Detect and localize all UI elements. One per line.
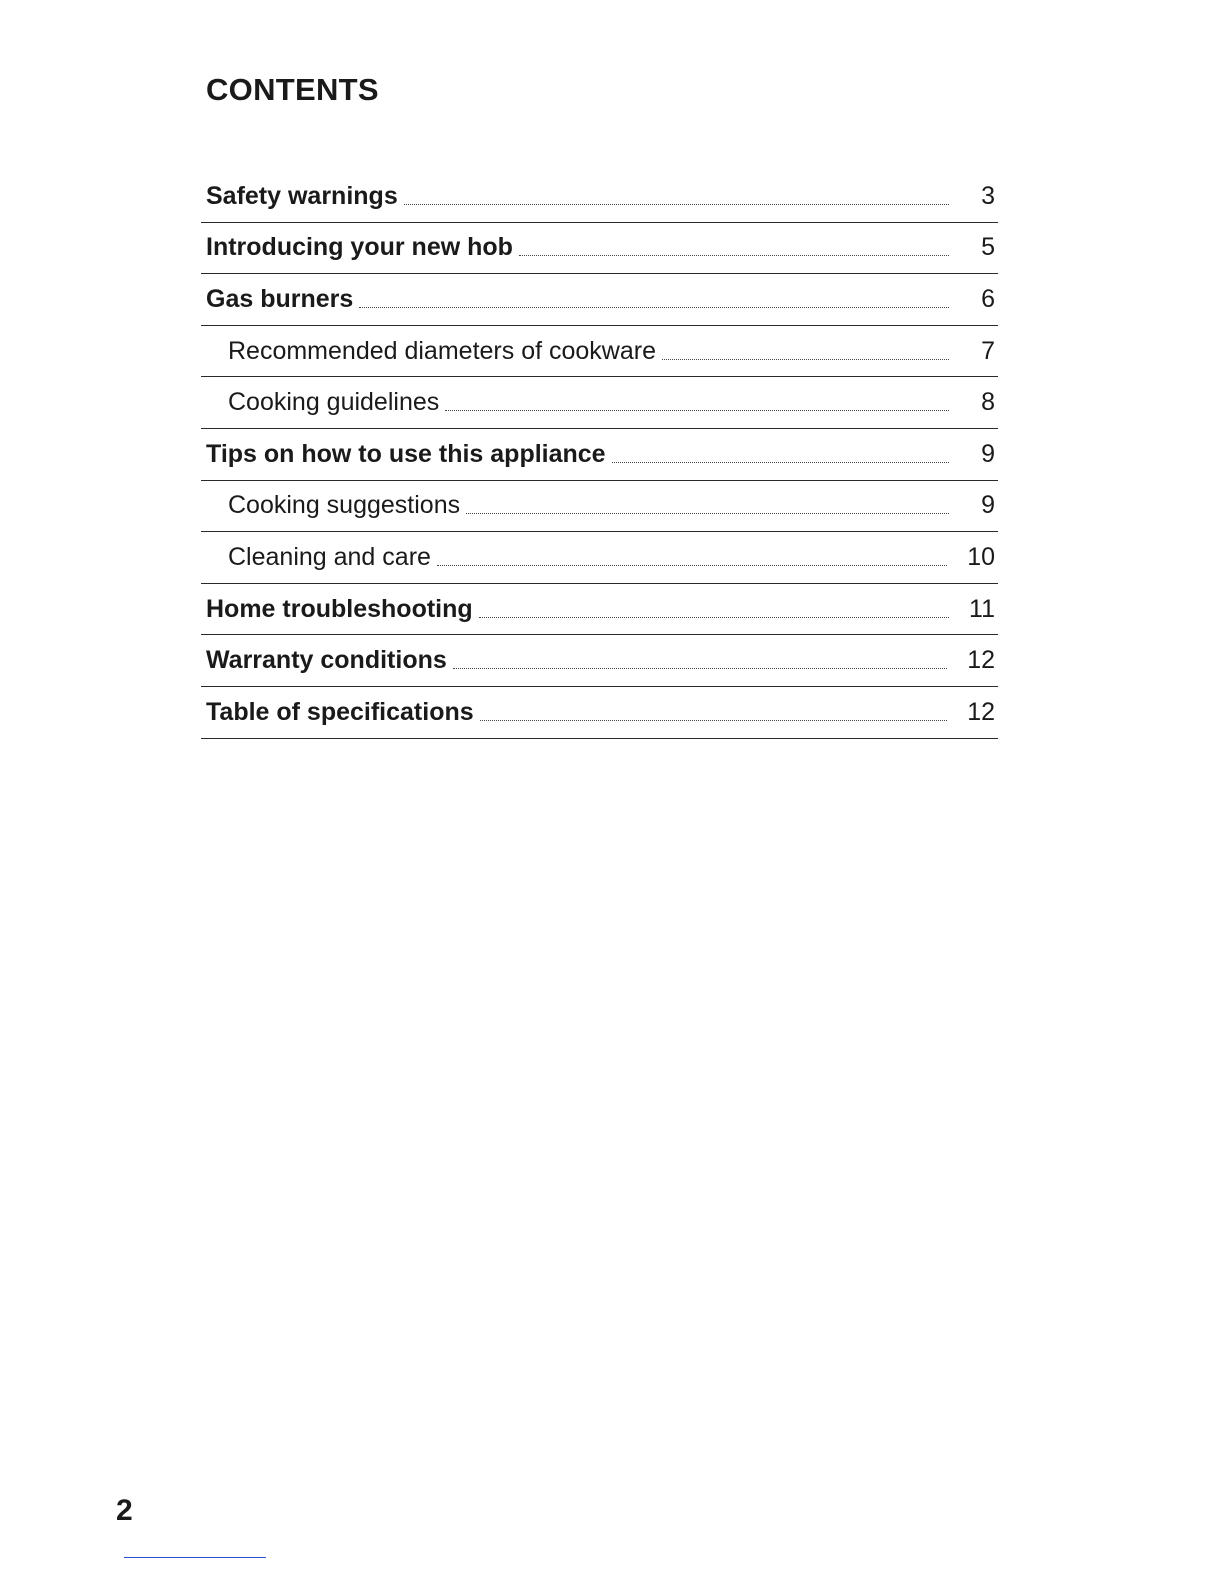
dot-leader <box>466 513 949 514</box>
toc-entry-cleaning-and-care[interactable] <box>201 532 998 584</box>
toc-entry-page: 10 <box>967 542 995 571</box>
page-number: 2 <box>116 1494 133 1527</box>
toc-entry-recommended-diameters[interactable] <box>201 326 998 378</box>
page-title: CONTENTS <box>206 72 379 107</box>
toc-entry-page: 12 <box>967 697 995 726</box>
table-of-contents <box>201 171 998 739</box>
dot-leader <box>404 204 949 205</box>
toc-entry-page: 6 <box>981 284 995 313</box>
toc-entry-label: Warranty conditions <box>206 646 447 675</box>
dot-leader <box>437 565 947 566</box>
toc-entry-label: Cooking suggestions <box>228 491 461 520</box>
toc-entry-label: Table of specifications <box>206 697 474 726</box>
toc-entry-label: Introducing your new hob <box>206 233 513 262</box>
toc-entry-page: 8 <box>981 388 995 417</box>
toc-entry-home-troubleshooting[interactable] <box>201 584 998 636</box>
toc-entry-page: 7 <box>981 336 995 365</box>
toc-entry-gas-burners[interactable] <box>201 274 998 326</box>
toc-entry-label: Tips on how to use this appliance <box>206 439 606 468</box>
footer-rule <box>124 1557 266 1558</box>
toc-entry-page: 12 <box>967 646 995 675</box>
dot-leader <box>480 720 948 721</box>
dot-leader <box>479 617 949 618</box>
toc-entry-label: Cooking guidelines <box>228 388 440 417</box>
dot-leader <box>445 410 949 411</box>
toc-entry-label: Safety warnings <box>206 181 398 210</box>
dot-leader <box>612 462 949 463</box>
dot-leader <box>359 307 949 308</box>
toc-entry-introducing-your-new-hob[interactable] <box>201 223 998 275</box>
toc-entry-safety-warnings[interactable] <box>201 171 998 223</box>
toc-entry-warranty-conditions[interactable] <box>201 635 998 687</box>
toc-entry-page: 11 <box>969 594 995 623</box>
toc-entry-page: 9 <box>981 491 995 520</box>
toc-entry-table-of-specifications[interactable] <box>201 687 998 739</box>
toc-entry-label: Recommended diameters of cookware <box>228 336 656 365</box>
toc-entry-label: Cleaning and care <box>228 542 431 571</box>
dot-leader <box>453 668 947 669</box>
toc-entry-page: 9 <box>981 439 995 468</box>
dot-leader <box>519 255 949 256</box>
toc-entry-page: 3 <box>981 181 995 210</box>
toc-entry-label: Gas burners <box>206 284 354 313</box>
toc-entry-cooking-guidelines[interactable] <box>201 377 998 429</box>
dot-leader <box>662 359 949 360</box>
toc-entry-tips-on-how-to-use[interactable] <box>201 429 998 481</box>
toc-entry-label: Home troubleshooting <box>206 594 473 623</box>
toc-entry-cooking-suggestions[interactable] <box>201 481 998 533</box>
toc-entry-page: 5 <box>981 233 995 262</box>
